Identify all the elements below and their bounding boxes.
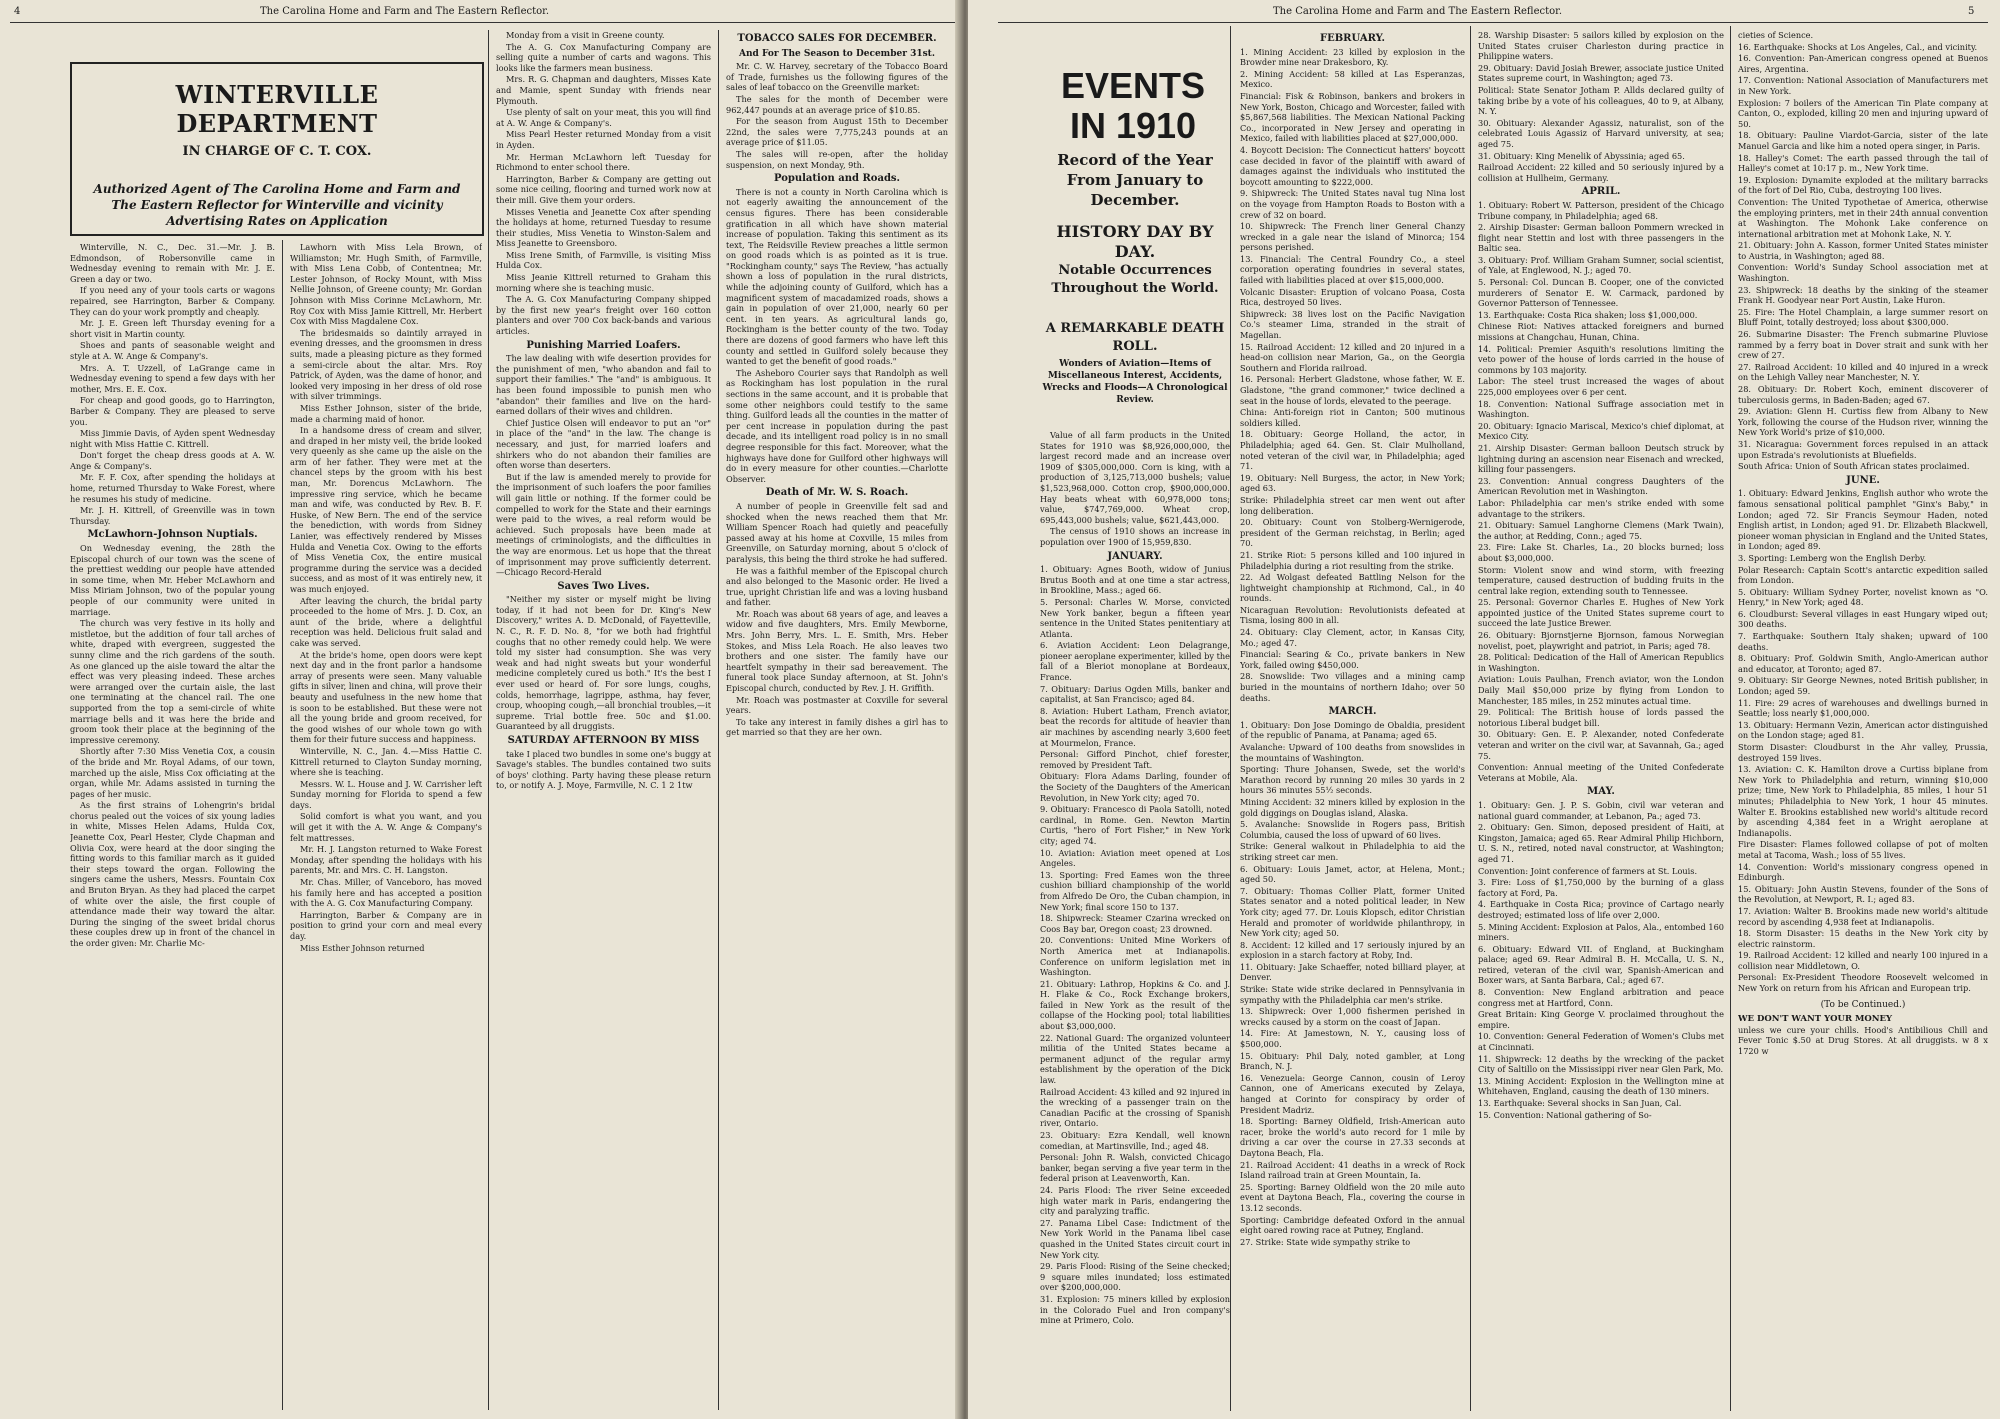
right-folio: 5 [1968, 6, 1975, 17]
paragraph: Mr. Roach was postmaster at Coxville for several years. [726, 694, 948, 716]
event-entry: 17. Convention: National Association of Manufacturers met in New York. [1738, 75, 1988, 96]
col4-paragraphs-3 [726, 501, 948, 738]
paragraph: The A. G. Cox Manufacturing Company are selling quite a number of carts and wagons. This looks like the farmers mean business. [496, 41, 711, 73]
event-entry: 14. Fire: At Jamestown, N. Y., causing loss of $500,000. [1240, 1028, 1465, 1050]
event-entry: 24. Obituary: Clay Clement, actor, in Kansas City, Mo.; aged 47. [1240, 627, 1465, 648]
paragraph: Don't forget the cheap dress goods at A. W. Ange & Company's. [70, 450, 275, 471]
event-entry: Convention: World's Sunday School association met at Washington. [1738, 262, 1988, 284]
events-intro [1040, 430, 1230, 548]
event-entry: 2. Mining Accident: 58 killed at Las Esperanzas, Mexico. [1240, 68, 1465, 90]
col2-paragraphs [290, 242, 482, 953]
paragraph: The sales will re-open, after the holiday suspension, on next Monday, 9th. [726, 148, 948, 170]
event-entry: 6. Obituary: Edward VII. of England, at Buckingham palace; aged 69. Rear Admiral B. H. McCalla, U. S. N., retired, veteran of the civil war, Spanish-American and Boxer wars, at Santa Barbara, Cal.; aged 67. [1478, 943, 1724, 986]
event-entry: 16. Venezuela: George Cannon, cousin of Leroy Cannon, one of Americans executed by Zelaya, hanged at Corinto for conspiracy by order of President Madriz. [1240, 1072, 1465, 1115]
event-entry: 16. Earthquake: Shocks at Los Angeles, Cal., and vicinity. [1738, 41, 1978, 52]
headline-deck-1: Record of the Year From January to December. [1057, 151, 1213, 209]
paragraph: In a handsome dress of cream and silver, and draped in her misty veil, the bride looked very queenly as she came up the aisle on the arm of her father. They were met at the chancel steps by the groom with his best man, Mr. Dorencus McLawhorn. The impressive ring service, which he became man and wife, was conducted by Rev. B. F. Huske, of New Bern. The end of the service the benediction, with words from Sidney Lanier, was effectively rendered by Misses Hulda and Venetia Cox. Owing to the efforts of Miss Venetia Cox, the entire musical programme during the service was a decided success, and as most of it was entirely new, it was much enjoyed. [290, 425, 482, 594]
month-heading: APRIL. [1581, 186, 1621, 198]
right-column-3 [1478, 30, 1724, 1410]
event-entry: 1. Obituary: Gen. J. P. S. Gobin, civil war veteran and national guard commander, at Lebanon, Pa.; aged 73. [1478, 799, 1724, 821]
event-entry: 1. Obituary: Agnes Booth, widow of Junius Brutus Booth and at one time a star actress, in Brookline, Mass.; aged 66. [1040, 564, 1230, 596]
event-entry: Avalanche: Upward of 100 deaths from snowslides in the mountains of Washington. [1240, 742, 1465, 763]
event-entry: 21. Obituary: Samuel Langhorne Clemens (Mark Twain), the author, at Redding, Conn.; aged 75. [1478, 520, 1724, 541]
event-entry: 20. Obituary: Count von Stolberg-Wernigerode, president of the German reichstag, in Berlin; aged 70. [1240, 517, 1465, 549]
event-entry: 31. Explosion: 75 miners killed by explosion in the Colorado Fuel and Iron company's mine at Primero, Colo. [1040, 1293, 1230, 1326]
paragraph: Harrington, Barber & Company are getting out some nice ceiling, flooring and turned work now at their mill. Give them your orders. [496, 173, 711, 205]
event-entry: Chinese Riot: Natives attacked foreigners and burned missions at Changchau, Hunan, China. [1478, 321, 1724, 343]
col4-paragraphs [726, 61, 948, 170]
paragraph: Messrs. W. L. House and J. W. Carrisher left Sunday morning for Florida to spend a few days. [290, 778, 482, 810]
col3-paragraphs-4 [496, 749, 711, 791]
event-entry: 22. National Guard: The organized volunteer militia of the United States became a permanent adjunct of the regular army establishment by the operation of the Dick law. [1040, 1032, 1230, 1086]
col3-paragraphs-2 [496, 353, 711, 577]
paragraph: A number of people in Greenville felt sad and shocked when the news reached them that Mr. William Spencer Roach had quietly and peacefully passed away at his home at Coxville, 15 miles from Greenville, on Saturday morning, about 5 o'clock of paralysis, this being the third stroke he had suffered. [726, 500, 948, 564]
event-entry: 5. Mining Accident: Explosion at Palos, Ala., entombed 160 miners. [1478, 921, 1724, 943]
event-entry: 26. Submarine Disaster: The French submarine Pluviose rammed by a ferry boat in Dover strait and sunk with her crew of 27. [1738, 329, 1988, 361]
event-entry: Strike: State wide strike declared in Pennsylvania in sympathy with the Philadelphia car men's strike. [1240, 984, 1465, 1005]
month-heading: MAY. [1587, 786, 1615, 798]
event-entry: 21. Obituary: John A. Kasson, former United States minister to Austria, in Washington; aged 88. [1738, 240, 1988, 261]
event-entry: 3. Sporting: Lemberg won the English Derby. [1738, 552, 1927, 563]
paragraph: But if the law is amended merely to provide for the imprisonment of such loafers the poor families will gain little or nothing. If the former could be compelled to work for the State and their earnings were paid to the wives, a real reform would be achieved. Such proposals have been made at meetings of criminologists, and the difficulties in the way are enormous. Let us hope that the threat of imprisonment may prove sufficiently deterrent.—Chicago Record-Herald [496, 471, 711, 578]
paragraph: The bridesmaids so daintily arrayed in evening dresses, and the groomsmen in dress suits, made a pleasing picture as they formed a semi-circle about the altar. Mrs. Roy Patrick, of Ayden, was the dame of honor, and looked very imposing in her dress of old rose with silver trimmings. [290, 327, 482, 402]
event-entry: 23. Fire: Lake St. Charles, La., 20 blocks burned; loss about $3,000,000. [1478, 542, 1724, 563]
paragraph: Winterville, N. C., Jan. 4.—Miss Hattie C. Kittrell returned to Clayton Sunday morning, where she is teaching. [290, 745, 482, 778]
event-entry: 13. Financial: The Central Foundry Co., a steel corporation operating foundries in several states, failed with liabilities placed at over $15,000,000. [1240, 253, 1465, 286]
event-entry: Great Britain: King George V. proclaimed throughout the empire. [1478, 1009, 1724, 1030]
event-entry: 13. Sporting: Fred Eames won the three cushion billiard championship of the world from Alfredo De Oro, the Cuban champion, in New York; final score 150 to 137. [1040, 869, 1230, 912]
event-entry: 18. Halley's Comet: The earth passed through the tail of Halley's comet at 10:17 p. m., New York time. [1738, 152, 1988, 174]
event-entry: 13. Aviation: C. K. Hamilton drove a Curtiss biplane from New York to Philadelphia and return, winning $10,000 prize; time, New York to Philadelphia, 85 miles, 1 hour 51 minutes; Philadelphia to New York, 1 hour 45 minutes. Walter E. Brookins established new world's altitude record by ascending 4,384 feet in a Wright aeroplane at Indianapolis. [1738, 764, 1988, 838]
event-entry: 13. Mining Accident: Explosion in the Wellington mine at Whitehaven, England, causing the death of 130 miners. [1478, 1075, 1724, 1097]
paragraph: Chief Justice Olsen will endeavor to put an "or" in place of the "and" in the law. The change is necessary, and just, for married loafers and shirkers who do not abandon their families are often worse than deserters. [496, 417, 711, 471]
event-entry: 25. Fire: The Hotel Champlain, a large summer resort on Bluff Point, totally destroyed; loss about $300,000. [1738, 306, 1988, 328]
event-entry: 23. Convention: Annual congress Daughters of the American Revolution met in Washington. [1478, 475, 1724, 497]
event-entry: Nicaraguan Revolution: Revolutionists defeated at Tisma, losing 800 in all. [1240, 604, 1465, 626]
paragraph: Mr. H. J. Langston returned to Wake Forest Monday, after spending the holidays with his parents, Mr. and Mrs. C. H. Langston. [290, 844, 482, 876]
paragraph: Miss Jimmie Davis, of Ayden spent Wednesday night with Miss Hattie C. Kittrell. [70, 428, 275, 449]
paragraph: For the season from August 15th to December 22nd, the sales were 7,775,243 pounds at an average price of $11.05. [726, 116, 948, 148]
paragraph: After leaving the church, the bridal party proceeded to the home of Mrs. J. D. Cox, an aunt of the bride, where a delightful reception was held. Delicious fruit salad and cake was served. [290, 595, 482, 648]
event-entry: Explosion: 7 boilers of the American Tin Plate company at Canton, O., exploded, killing 20 men and injuring upward of 50. [1738, 97, 1988, 129]
left-column-3 [496, 30, 711, 1410]
paragraph: "Neither my sister or myself might be living today, if it had not been for Dr. King's New Discovery," writes A. D. McDonald, of Fayetteville, N. C., R. F. D. No. 8, "for we both had frightful coughs that no other remedy could help. We were told my sister had consumption. She was very weak and had night sweats but your wonderful medicine completely cured us both." It's the best I ever used or heard of. For sore lungs, coughs, colds, hemorrhage, lagrippe, asthma, hay fever, croup, whooping cough,—all bronchial troubles,—it supreme. Trial bottle free. 50c and $1.00. Guaranteed by all druggists. [496, 594, 711, 732]
paragraph: He was a faithful member of the Episcopal church and also belonged to the Masonic order. He lived a true, upright Christian life and was a loving husband and father. [726, 565, 948, 608]
event-entry: 10. Aviation: Aviation meet opened at Los Angeles. [1040, 847, 1230, 869]
event-entry: 3. Obituary: Prof. William Graham Sumner, social scientist, of Yale, at Englewood, N. J.; aged 70. [1478, 254, 1724, 276]
event-entry: Aviation: Louis Paulhan, French aviator, won the London Daily Mail $50,000 prize by flying from London to Manchester, 185 miles, in 252 minutes actual time. [1478, 674, 1724, 706]
event-entry: Mining Accident: 32 miners killed by explosion in the gold diggings on Douglas island, Alaska. [1240, 796, 1465, 818]
event-entry: Convention: Joint conference of farmers at St. Louis. [1478, 865, 1698, 876]
paragraph: To take any interest in family dishes a girl has to get married so that they are her own. [726, 716, 948, 738]
paragraph: Mr. J. E. Green left Thursday evening for a short visit in Martin county. [70, 318, 275, 339]
paragraph: The census of 1910 shows an increase in population over 1900 of 15,959,830. [1040, 526, 1230, 547]
event-entry: 23. Shipwreck: 18 deaths by the sinking of the steamer Frank H. Goodyear near Port Austin, Lake Huron. [1738, 284, 1988, 306]
event-entry: 8. Accident: 12 killed and 17 seriously injured by an explosion in a starch factory at Roby, Ind. [1240, 939, 1465, 961]
event-entry: 29. Aviation: Glenn H. Curtiss flew from Albany to New York, following the course of the Hudson river, winning the New York World's prize of $10,000. [1738, 406, 1988, 438]
event-entry: 10. Shipwreck: The French liner General Chanzy wrecked in a gale near the island of Minorca; 154 persons perished. [1240, 221, 1465, 253]
event-entry: 2. Obituary: Gen. Simon, deposed president of Haiti, at Kingston, Jamaica; aged 65. Rear Admiral Philip Hichborn, U. S. N., retired, noted naval constructor, at Washington; aged 71. [1478, 822, 1724, 864]
right-column-2 [1240, 30, 1465, 1410]
event-entry: Financial: Fisk & Robinson, bankers and brokers in New York, Boston, Chicago and Worcester, failed with $5,867,568 liabilities. The Mexican National Packing Co., incorporated in New Jersey and operating in Mexico, failed with liabilities placed at $27,000,000. [1240, 90, 1465, 144]
headline-deck-2: HISTORY DAY BY DAY. [1056, 222, 1214, 261]
winterville-department-box [70, 62, 484, 236]
event-entry: 11. Shipwreck: 12 deaths by the wrecking of the packet City of Saltillo on the Mississippi river near Glen Park, Mo. [1478, 1053, 1724, 1075]
event-entry: 4. Boycott Decision: The Connecticut hatters' boycott case decided in favor of the plaintiff with award of damages against the individuals who instituted the boycott amounting to $222,000. [1240, 144, 1465, 187]
event-entry: 17. Aviation: Walter B. Brookins made new world's altitude record by ascending 4,938 feet at Indianapolis. [1738, 905, 1988, 927]
events-col1-sections [1040, 552, 1230, 1326]
event-entry: 24. Paris Flood: The river Seine exceeded high water mark in Paris, endangering the city and paralyzing traffic. [1040, 1184, 1230, 1217]
event-entry: Sporting: Cambridge defeated Oxford in the annual eight oared rowing race at Putney, England. [1240, 1214, 1465, 1236]
month-heading: FEBRUARY. [1320, 33, 1385, 44]
ad-headline: WE DON'T WANT YOUR MONEY [1738, 1014, 1893, 1025]
event-entry: Labor: The steel trust increased the wages of about 225,000 employees over 6 per cent. [1478, 376, 1724, 397]
event-entry: Labor: Philadelphia car men's strike ended with some advantage to the strikers. [1478, 497, 1724, 519]
paragraph: Mr. F. F. Cox, after spending the holidays at home, returned Thursday to Wake Forest, where he resumes his study of medicine. [70, 472, 275, 504]
paragraph: Use plenty of salt on your meat, this you will find at A. W. Ange & Company's. [496, 107, 711, 128]
event-entry: 31. Obituary: King Menelik of Abyssinia; aged 65. [1478, 150, 1685, 161]
left-page [0, 0, 965, 1419]
event-entry: 27. Railroad Accident: 10 killed and 40 injured in a wreck on the Lehigh Valley near Manchester, N. Y. [1738, 361, 1988, 383]
paragraph: For cheap and good goods, go to Harrington, Barber & Company. They are pleased to serve you. [70, 395, 275, 427]
paragraph: Misses Venetia and Jeanette Cox after spending the holidays at home, returned Tuesday to resume their studies, Miss Venetia to Winston-Salem and Miss Jeanette to Greensboro. [496, 206, 711, 249]
event-entry: 9. Obituary: Sir George Newnes, noted British publisher, in London; aged 59. [1738, 675, 1988, 697]
left-column-2 [290, 242, 482, 1412]
event-entry: 13. Earthquake: Several shocks in San Juan, Cal. [1478, 1098, 1682, 1108]
event-entry: 11. Fire: 29 acres of warehouses and dwellings burned in Seattle; loss nearly $1,000,000. [1738, 697, 1988, 719]
event-entry: 13. Earthquake: Costa Rica shaken; loss $1,000,000. [1478, 309, 1698, 320]
event-entry: 28. Obituary: Dr. Robert Koch, eminent discoverer of tuberculosis germs, in Baden-Baden; aged 67. [1738, 384, 1988, 405]
event-entry: 15. Convention: National gathering of So- [1478, 1109, 1652, 1120]
event-entry: 18. Sporting: Barney Oldfield, Irish-American auto racer, broke the world's auto record for 1 mile by driving a car over the course in 27.33 seconds at Daytona Beach, Fla. [1240, 1116, 1465, 1158]
headline-deck-4: A REMARKABLE DEATH ROLL. [1045, 321, 1225, 354]
right-running-head: The Carolina Home and Farm and The Eastern Reflector. [1273, 6, 1563, 17]
event-entry: 10. Convention: General Federation of Women's Clubs met at Cincinnati. [1478, 1031, 1724, 1053]
event-entry: 19. Obituary: Nell Burgess, the actor, in New York; aged 63. [1240, 472, 1465, 494]
event-entry: 23. Obituary: Ezra Kendall, well known comedian, at Martinsville, Ind.; aged 48. [1040, 1130, 1230, 1151]
event-entry: 8. Convention: New England arbitration and peace congress met at Hartford, Conn. [1478, 987, 1724, 1008]
left-running-head: The Carolina Home and Farm and The Eastern Reflector. [260, 6, 550, 17]
event-entry: 29. Political: The British house of lords passed the notorious Liberal budget bill. [1478, 707, 1724, 728]
col1-paragraphs-2 [70, 543, 275, 949]
event-entry: 26. Obituary: Bjornstjerne Bjornson, famous Norwegian novelist, poet, playwright and patriot, in Paris; aged 78. [1478, 630, 1724, 651]
event-entry: 2. Airship Disaster: German balloon Pommern wrecked in flight near Stettin and lost with three passengers in the Baltic sea. [1478, 222, 1724, 254]
agent-note: Authorized Agent of The Carolina Home and Farm and The Eastern Reflector for Winterville and vicinity Advertising Rates on Application [93, 182, 461, 228]
event-entry: Strike: General walkout in Philadelphia to aid the striking street car men. [1240, 841, 1465, 862]
headline-deck-5: Wonders of Aviation—Items of Miscellaneous Interest, Accidents, Wrecks and Floods—A Chronological Review. [1042, 359, 1228, 405]
paragraph: Value of all farm products in the United States for 1910 was $8,926,000,000, the largest record made and an increase over 1909 of $305,000,000. Corn is king, with a production of 3,125,713,000 bushels; value $1,523,968,000. Cotton crop, $900,000,000. Hay beats wheat with 60,978,000 tons; value, $747,769,000. Wheat crop, 695,443,000 bushels; value, $621,443,000. [1040, 430, 1230, 525]
headline-deck-3: Notable Occurrences Throughout the World. [1051, 263, 1219, 296]
paragraph: Miss Jeanie Kittrell returned to Graham this morning where she is teaching music. [496, 272, 711, 293]
event-entry: 5. Personal: Col. Duncan B. Cooper, one of the convicted murderers of Senator E. W. Carmack, pardoned by Governor Patterson of Tennessee. [1478, 277, 1724, 309]
event-entry: Financial: Searing & Co., private bankers in New York, failed owing $450,000. [1240, 649, 1465, 670]
event-entry: 13. Shipwreck: Over 1,000 fishermen perished in wrecks caused by a storm on the coast of Japan. [1240, 1006, 1465, 1027]
event-entry: 8. Aviation: Hubert Latham, French aviator, beat the records for altitude of heavier than air machines by ascending nearly 3,600 feet at Mourmelon, France. [1040, 705, 1230, 748]
event-entry: South Africa: Union of South African states proclaimed. [1738, 461, 1970, 472]
right-column-4 [1738, 30, 1988, 1410]
event-entry: 15. Obituary: Phil Daly, noted gambler, at Long Branch, N. J. [1240, 1050, 1465, 1072]
event-entry: 15. Obituary: John Austin Stevens, founder of the Sons of the Revolution, at Newport, R. I.; aged 83. [1738, 883, 1988, 905]
paragraph: Mr. Chas. Miller, of Vanceboro, has moved his family here and has accepted a position with the A. G. Cox Manufacturing Company. [290, 877, 482, 909]
event-entry: 1. Obituary: Robert W. Patterson, president of the Chicago Tribune company, in Philadelphia; aged 68. [1478, 199, 1724, 221]
event-entry: 6. Aviation Accident: Leon Delagrange, pioneer aeroplane experimenter, killed by the fall of a Bleriot monoplane at Bordeaux, France. [1040, 640, 1230, 683]
ad-body: unless we cure your chills. Hood's Antibilious Chill and Fever Tonic $.50 at Drug Stores. At all druggists. w 8 x 1720 w [1738, 1024, 1988, 1057]
paragraph: The sales for the month of December were 962,447 pounds at an average price of $10.85. [726, 93, 948, 115]
event-entry: 14. Political: Premier Asquith's resolutions limiting the veto power of the house of lords carried in the house of commons by 103 majority. [1478, 343, 1724, 375]
event-entry: 15. Railroad Accident: 12 killed and 20 injured in a head-on collision near Marion, Ga., on the Georgia Southern and Florida railroad. [1240, 341, 1465, 373]
event-entry: 25. Personal: Governor Charles E. Hughes of New York appointed justice of the United States supreme court to succeed the late Justice Brewer. [1478, 597, 1724, 629]
event-entry: Personal: Ex-President Theodore Roosevelt welcomed in New York on return from his African and European trip. [1738, 972, 1988, 994]
event-entry: 20. Obituary: Ignacio Mariscal, Mexico's chief diplomat, at Mexico City. [1478, 420, 1724, 442]
paragraph: Miss Esther Johnson, sister of the bride, made a charming maid of honor. [290, 402, 482, 424]
month-heading: JANUARY. [1107, 550, 1163, 562]
col3-paragraphs-3 [496, 594, 711, 732]
paragraph: The A. G. Cox Manufacturing Company shipped by the first new year's freight over 160 cotton planters and over 700 Cox back-bands and various articles. [496, 294, 711, 337]
department-subtitle: IN CHARGE OF C. T. COX. [182, 144, 372, 159]
paragraph: There is not a county in North Carolina which is not eagerly awaiting the announcement of the census figures. There has been considerable gratification in all which have shown material increase of population. Taking this sentiment as its text, The Reidsville Review preaches a little sermon on good roads which is as pointed as it is true. "Rockingham county," says The Review, "has actually shown a loss of population in the rural districts, while the adjoining county of Guilford, which has a magnificent system of macadamized roads, shows a gain in population of over 21,000, nearly 60 per cent. in ten years. As agricultural lands go, Rockingham is the better county of the two. Today there are dozens of good farmers who have left this county and settled in Guilford solely because they wanted to get the benefit of good roads." [726, 186, 948, 367]
event-entry: Fire Disaster: Flames followed collapse of pot of molten metal at Tacoma, Wash.; loss of 55 lives. [1738, 839, 1988, 860]
married-loafers-subhead: Punishing Married Loafers. [526, 339, 681, 351]
event-entry: 25. Sporting: Barney Oldfield won the 20 mile auto event at Daytona Beach, Fla., covering the course in 13.12 seconds. [1240, 1181, 1465, 1213]
event-entry: 8. Obituary: Prof. Goldwin Smith, Anglo-American author and educator, at Toronto; aged 87. [1738, 653, 1988, 674]
event-entry: 19. Railroad Accident: 12 killed and nearly 100 injured in a collision near Middletown, O. [1738, 950, 1988, 971]
right-column-1 [1040, 430, 1230, 1410]
population-roads-subhead: Population and Roads. [773, 173, 901, 185]
event-entry: 4. Earthquake in Costa Rica; province of Cartago nearly destroyed; estimated loss of life over 2,000. [1478, 899, 1724, 920]
event-entry: 5. Avalanche: Snowslide in Rogers pass, British Columbia, caused the loss of upward of 60 lives. [1240, 819, 1465, 840]
paragraph: Mr. Roach was about 68 years of age, and leaves a widow and five daughters, Mrs. Emily Mewborne, Mrs. John Berry, Mrs. L. E. Smith, Mrs. Heber Stokes, and Miss Lela Roach. He also leaves two brothers and one sister. The family have our heartfelt sympathy in their sad bereavement. The funeral took place Sunday afternoon, at St. John's Episcopal church, conducted by Rev. J. H. Griffith. [726, 608, 948, 694]
event-entry: 7. Obituary: Darius Ogden Mills, banker and capitalist, at San Francisco; aged 84. [1040, 683, 1230, 705]
paragraph: At the bride's home, open doors were kept next day and in the front parlor a handsome array of presents were seen. Many valuable gifts in silver, linen and china, will prove their beauty and usefulness in the new home that is soon to be established. But these were not all the young bride and groom received, for the good wishes of our whole town go with them for their future success and happiness. [290, 649, 482, 745]
event-entry: 14. Convention: World's missionary congress opened in Edinburgh. [1738, 861, 1988, 883]
event-entry: 11. Obituary: Jake Schaeffer, noted billiard player, at Denver. [1240, 961, 1465, 983]
paragraph: Shoes and pants of seasonable weight and style at A. W. Ange & Company's. [70, 340, 275, 361]
event-entry: Railroad Accident: 43 killed and 92 injured in the wrecking of a passenger train on the Canadian Pacific at the crossing of Spanish river, Ontario. [1040, 1086, 1230, 1129]
events-main-headline: EVENTS IN 1910 [1060, 65, 1206, 146]
event-entry: Obituary: Flora Adams Darling, founder of the Society of the Daughters of the American Revolution, in New York city; aged 70. [1040, 771, 1230, 803]
event-entry: Convention: The United Typothetae of America, otherwise the employing printers, met in their 24th annual convention at Washington. The Mohonk Lake conference on international arbitration met at Mohonk Lake, N. Y. [1738, 196, 1988, 239]
month-heading: JUNE. [1846, 474, 1880, 486]
event-entry: 21. Strike Riot: 5 persons killed and 100 injured in Philadelphia during a riot resulting from the strike. [1240, 549, 1465, 571]
paragraph: Mrs. R. G. Chapman and daughters, Misses Kate and Mamie, spent Sunday with friends near Plymouth. [496, 74, 711, 106]
paragraph: Harrington, Barber & Company are in position to grind your corn and meal every day. [290, 909, 482, 941]
paragraph: The church was very festive in its holly and mistletoe, but the addition of four tall arches of white, draped with evergreen, suggested the sunny clime and the rich gardens of the south. As one glanced up the aisle toward the altar the effect was very pleasing indeed. These arches were arranged over the curtain aisle, the last one terminating at the chancel rail. The one supported from the top a semi-circle of white marriage bells and it was here the bride and groom took their place at the beginning of the impressive ceremony. [70, 618, 275, 745]
left-column-4 [726, 30, 948, 1410]
event-entry: Polar Research: Captain Scott's antarctic expedition sailed from London. [1738, 564, 1988, 586]
event-entry: 18. Storm Disaster: 15 deaths in the New York city by electric rainstorm. [1738, 928, 1988, 949]
event-entry: 6. Obituary: Louis Jamet, actor, at Helena, Mont.; aged 50. [1240, 863, 1465, 885]
death-roach-subhead: Death of Mr. W. S. Roach. [765, 487, 909, 499]
paragraph: Winterville, N. C., Dec. 31.—Mr. J. B. Edmondson, of Robersonville came in Wednesday evening to remain with Mr. J. E. Green a day or two. [70, 242, 275, 284]
event-entry: Volcanic Disaster: Eruption of volcano Poasa, Costa Rica, destroyed 50 lives. [1240, 286, 1465, 308]
event-entry: 5. Obituary: William Sydney Porter, novelist known as "O. Henry," in New York; aged 48. [1738, 586, 1988, 608]
paragraph: The law dealing with wife desertion provides for the punishment of men, "who abandon and fail to support their families." The "and" is ambiguous. It has been found impossible to punish men who "abandon" their families and live on the hard-earned dollars of their wives and children. [496, 353, 711, 417]
paragraph: Miss Irene Smith, of Farmville, is visiting Miss Hulda Cox. [496, 249, 711, 271]
event-entry: 27. Panama Libel Case: Indictment of the New York World in the Panama libel case quashed in the United States circuit court in New York city. [1040, 1217, 1230, 1260]
event-entry: 16. Convention: Pan-American congress opened at Buenos Aires, Argentina. [1738, 53, 1988, 74]
event-entry: 21. Airship Disaster: German balloon Deutsch struck by lightning during an ascension near Eisenach and wrecked, killing four passengers. [1478, 442, 1724, 475]
event-entry: Personal: Gifford Pinchot, chief forester, removed by President Taft. [1040, 749, 1230, 770]
event-entry: Strike: Philadelphia street car men went out after long deliberation. [1240, 494, 1465, 516]
event-entry: Railroad Accident: 22 killed and 50 seriously injured by a collision at Hullheim, Germany. [1478, 162, 1724, 183]
paragraph: If you need any of your tools carts or wagons repaired, see Harrington, Barber & Company. They can do your work promptly and cheaply. [70, 285, 275, 317]
event-entry: 18. Convention: National Suffrage association met in Washington. [1478, 398, 1724, 420]
to-be-continued: (To be Continued.) [1820, 999, 1906, 1010]
left-folio: 4 [14, 6, 21, 17]
paragraph: Mr. J. H. Kittrell, of Greenville was in town Thursday. [70, 505, 275, 526]
event-entry: Storm Disaster: Cloudburst in the Ahr valley, Prussia, destroyed 159 lives. [1738, 742, 1988, 763]
paragraph: On Wednesday evening, the 28th the Episcopal church of our town was the scene of the prettiest wedding our people have attended in some time, when Mr. Heber McLawhorn and Miss Miriam Johnson, two of the popular young people of our community were united in marriage. [70, 543, 275, 617]
event-entry: 3. Fire: Loss of $1,750,000 by the burning of a glass factory at Ford, Pa. [1478, 877, 1724, 898]
saves-two-lives-subhead: Saves Two Lives. [557, 580, 650, 592]
col3-paragraphs [496, 30, 711, 337]
event-entry: 29. Obituary: David Josiah Brewer, associate justice United States supreme court, in Washington; aged 73. [1478, 62, 1724, 84]
col4-paragraphs-2 [726, 187, 948, 485]
event-entry: 19. Explosion: Dynamite exploded at the military barracks of the fort of Del Rio, Cuba, destroying 100 lives. [1738, 174, 1988, 196]
event-entry: 30. Obituary: Gen. E. P. Alexander, noted Confederate veteran and writer on the civil war, at Savannah, Ga.; aged 75. [1478, 729, 1724, 761]
paragraph: Solid comfort is what you want, and you will get it with the A. W. Ange & Company's felt mattresses. [290, 811, 482, 843]
event-entry: China: Anti-foreign riot in Canton; 500 mutinous soldiers killed. [1240, 407, 1465, 428]
paragraph: Shortly after 7:30 Miss Venetia Cox, a cousin of the bride and Mr. Royal Adams, of our town, marched up the aisle, Miss Cox officiating at the organ, while Mr. Adams assisted in turning the pages of her music. [70, 746, 275, 799]
event-entry: 31. Nicaragua: Government forces repulsed in an attack upon Estrada's revolutionists at Bluefields. [1738, 438, 1988, 460]
event-entry: 21. Railroad Accident: 41 deaths in a wreck of Rock Island railroad train at Green Mountain, Ia. [1240, 1159, 1465, 1181]
tobacco-sales-subhead: TOBACCO SALES FOR DECEMBER. [737, 33, 937, 44]
event-entry: 18. Obituary: Pauline Viardot-Garcia, sister of the late Manuel Garcia and like him a noted opera singer, in Paris. [1738, 130, 1988, 151]
event-entry: 1. Obituary: Edward Jenkins, English author who wrote the famous sensational political pamphlet "Ginx's Baby," in London; aged 72. Sir Francis Seymour Haden, noted English artist, in London; aged 91. Dr. Elizabeth Blackwell, pioneer woman physician in England and the United States, in London; aged 89. [1738, 488, 1988, 552]
event-entry: Convention: Annual meeting of the United Confederate Veterans at Mobile, Ala. [1478, 762, 1724, 783]
event-entry: Political: State Senator Jotham P. Allds declared guilty of taking bribe by a vote of his colleagues, 40 to 9, at Albany, N. Y. [1478, 84, 1724, 117]
month-heading: MARCH. [1328, 706, 1377, 718]
events-col4-sections [1738, 30, 1988, 994]
event-entry: 28. Snowslide: Two villages and a mining camp buried in the mountains of northern Idaho; over 50 deaths. [1240, 671, 1465, 703]
paragraph: Mr. C. W. Harvey, secretary of the Tobacco Board of Trade, furnishes us the following figures of the sales of leaf tobacco on the Greenville market: [726, 61, 948, 93]
event-entry: Personal: John R. Walsh, convicted Chicago banker, began serving a five year term in the federal prison at Leavenworth, Kan. [1040, 1152, 1230, 1184]
event-entry: 7. Earthquake: Southern Italy shaken; upward of 100 deaths. [1738, 631, 1988, 652]
saturday-afternoon-subhead: SATURDAY AFTERNOON BY MISS [507, 735, 700, 746]
event-entry: 18. Shipwreck: Steamer Czarina wrecked on Coos Bay bar, Oregon coast; 23 drowned. [1040, 913, 1230, 934]
paragraph: Mrs. A. T. Uzzell, of LaGrange came in Wednesday evening to spend a few days with her mother, Mrs. E. E. Cox. [70, 362, 275, 394]
event-entry: 28. Warship Disaster: 5 sailors killed by explosion on the United States cruiser Charleston during practice in Philippine waters. [1478, 30, 1724, 62]
event-entry: 30. Obituary: Alexander Agassiz, naturalist, son of the celebrated Louis Agassiz of Harvard university, at sea; aged 75. [1478, 117, 1724, 149]
event-entry: 7. Obituary: Thomas Collier Platt, former United States senator and a noted political leader, in New York city; aged 77. Dr. Louis Klopsch, editor Christian Herald and promoter of worldwide philanthropy, in New York city; aged 50. [1240, 885, 1465, 939]
event-entry: 6. Cloudburst: Several villages in east Hungary wiped out; 300 deaths. [1738, 608, 1988, 630]
event-entry: 1. Obituary: Don Jose Domingo de Obaldia, president of the republic of Panama, at Panama; aged 65. [1240, 719, 1465, 741]
paragraph: Miss Esther Johnson returned [300, 942, 425, 953]
paragraph: take I placed two bundles in some one's buggy at Savage's stables. The bundles contained two suits of boys' clothing. Party having these please return to, or notify A. J. Moye, Farmville, N. C. 1 2 1tw [496, 748, 711, 791]
event-entry: 13. Obituary: Hermann Vezin, American actor distinguished on the London stage; aged 81. [1738, 719, 1988, 741]
event-entry: 18. Obituary: George Holland, the actor, in Philadelphia; aged 64. Gen. St. Clair Mulholland, noted veteran of the civil war, in Philadelphia; aged 71. [1240, 429, 1465, 472]
event-entry: 16. Personal: Herbert Gladstone, whose father, W. E. Gladstone, "the grand commoner," twice declined a seat in the house of lords, elevated to the peerage. [1240, 374, 1465, 406]
event-entry: 22. Ad Wolgast defeated Battling Nelson for the lightweight championship at Richmond, Cal., in 40 rounds. [1240, 572, 1465, 604]
col1-paragraphs [70, 242, 275, 526]
event-entry: cieties of Science. [1738, 30, 1814, 40]
event-entry: Shipwreck: 38 lives lost on the Pacific Navigation Co.'s steamer Lima, stranded in the strait of Magellan. [1240, 308, 1465, 341]
event-entry: Storm: Violent snow and wind storm, with freezing temperature, caused destruction of budding fruits in the central lake region, extending south to Tennessee. [1478, 564, 1724, 596]
paragraph: Miss Pearl Hester returned Monday from a visit in Ayden. [496, 129, 711, 150]
tobacco-sales-deck: And For The Season to December 31st. [739, 48, 935, 59]
event-entry: 29. Paris Flood: Rising of the Seine checked; 9 square miles inundated; loss estimated over $200,000,000. [1040, 1261, 1230, 1293]
nuptials-subhead: McLawhorn-Johnson Nuptials. [87, 529, 258, 541]
paragraph: Monday from a visit in Greene county. [506, 30, 665, 40]
event-entry: 20. Conventions: United Mine Workers of North America met at Indianapolis. Conference on uniform legislation met in Washington. [1040, 935, 1230, 978]
event-entry: Sporting: Thure Johansen, Swede, set the world's Marathon record by running 20 miles 30 yards in 2 hours 36 minutes 55½ seconds. [1240, 764, 1465, 796]
department-title: WINTERVILLE DEPARTMENT [175, 80, 379, 138]
paragraph: Lawhorn with Miss Lela Brown, of Williamston; Mr. Hugh Smith, of Farmville, with Miss Lena Cobb, of Contentnea; Mr. Lester Johnson, of Rocky Mount, with Miss Nellie Johnson, of Greene county; Mr. Gordan Johnson with Miss Corinne McLawhorn, Mr. Roy Cox with Miss Jamie Kittrell, Mr. Herbert Cox with Miss Magdalene Cox. [290, 242, 482, 327]
event-entry: 9. Shipwreck: The United States naval tug Nina lost on the voyage from Hampton Roads to Boston with a crew of 32 on board. [1240, 188, 1465, 220]
event-entry: 28. Political: Dedication of the Hall of American Republics in Washington. [1478, 652, 1724, 673]
event-entry: 5. Personal: Charles W. Morse, convicted New York banker, begun a fifteen year sentence in the United States penitentiary at Atlanta. [1040, 596, 1230, 639]
event-entry: 27. Strike: State wide sympathy strike to [1240, 1236, 1411, 1247]
event-entry: 21. Obituary: Lathrop, Hopkins & Co. and J. H. Flake & Co., Rock Exchange brokers, failed in New York as the result of the collapse of the Hocking pool; total liabilities about $3,000,000. [1040, 978, 1230, 1032]
paragraph: As the first strains of Lohengrin's bridal chorus pealed out the voices of six young ladies in white, Misses Helen Adams, Hulda Cox, Jeanette Cox, Pearl Hester, Clyde Chapman and Olivia Cox, were heard at the door singing the fitting words to this familiar march as it guided their steps toward the organ. Following the singers came the ushers, Messrs. Fountain Cox and Bruton Bryan. As they had placed the carpet of white over the aisle, the first couple of attendance made their way toward the altar. During the singing of the sweet bridal chorus these couples drew up in front of the chancel in the order given: Mr. Charlie Mc- [70, 800, 275, 948]
event-entry: 9. Obituary: Francesco di Paola Satolli, noted cardinal, in Rome. Gen. Newton Martin Curtis, "hero of Fort Fisher," in New York city; aged 74. [1040, 804, 1230, 846]
left-column-1 [70, 242, 275, 1412]
paragraph: The Asheboro Courier says that Randolph as well as Rockingham has lost population in the rural sections in the same account, and it is probable that some other neighbors could testify to the same thing. Guilford leads all the counties in the matter of per cent increase in population during the past decade, and its intelligent road policy is in no small degree responsible for this fact. Moreover, what the highways have done for Guilford other highways will do in every measure for other counties.—Charlotte Observer. [726, 367, 948, 484]
event-entry: 1. Mining Accident: 23 killed by explosion in the Browder mine near Drakesboro, Ky. [1240, 46, 1465, 68]
events-col3-sections [1478, 30, 1724, 1120]
events-col2-sections [1240, 34, 1465, 1247]
paragraph: Mr. Herman McLawhorn left Tuesday for Richmond to enter school there. [496, 151, 711, 173]
